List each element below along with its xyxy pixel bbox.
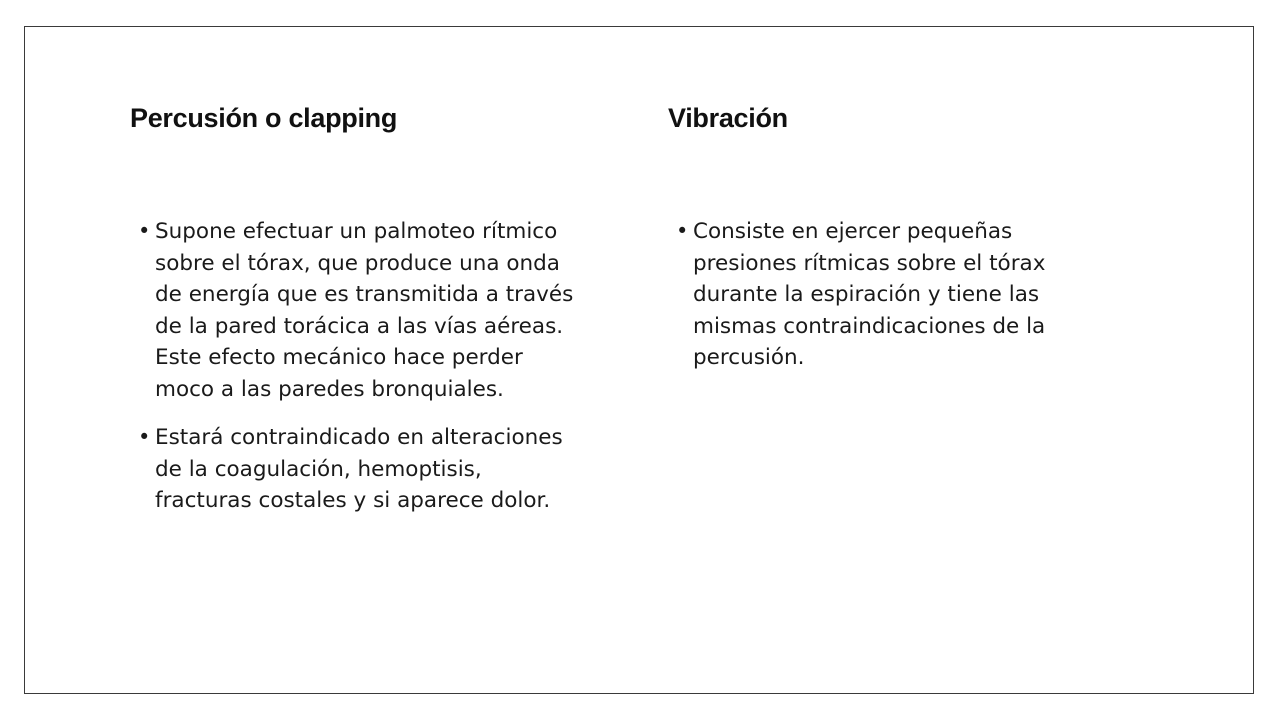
bullet-item	[668, 216, 1098, 374]
column-heading-vibracion: Vibración	[668, 103, 788, 133]
bullet-dot-icon: •	[138, 219, 151, 243]
bullet-text: Estará contraindicado en alteraciones de la coagulación, hemoptisis, fracturas costales y si aparece dolor.	[155, 425, 563, 513]
column-heading-percusion: Percusión o clapping	[130, 103, 398, 133]
slide-frame	[24, 26, 1254, 694]
bullet-dot-icon: •	[138, 425, 151, 449]
bullet-item	[130, 422, 585, 517]
bullet-item	[130, 216, 585, 405]
bullet-dot-icon: •	[676, 219, 689, 243]
bullet-text: Supone efectuar un palmoteo rítmico sobre el tórax, que produce una onda de energía que es transmitida a través de la pared torácica a las vías aéreas. Este efecto mecánico hace perder moco a las paredes bronquiales.	[155, 219, 574, 402]
bullet-list-percusion	[130, 216, 585, 534]
bullet-text: Consiste en ejercer pequeñas presiones rítmicas sobre el tórax durante la espiración y tiene las mismas contraindicaciones de la percusión.	[693, 219, 1046, 370]
bullet-list-vibracion	[668, 216, 1098, 391]
